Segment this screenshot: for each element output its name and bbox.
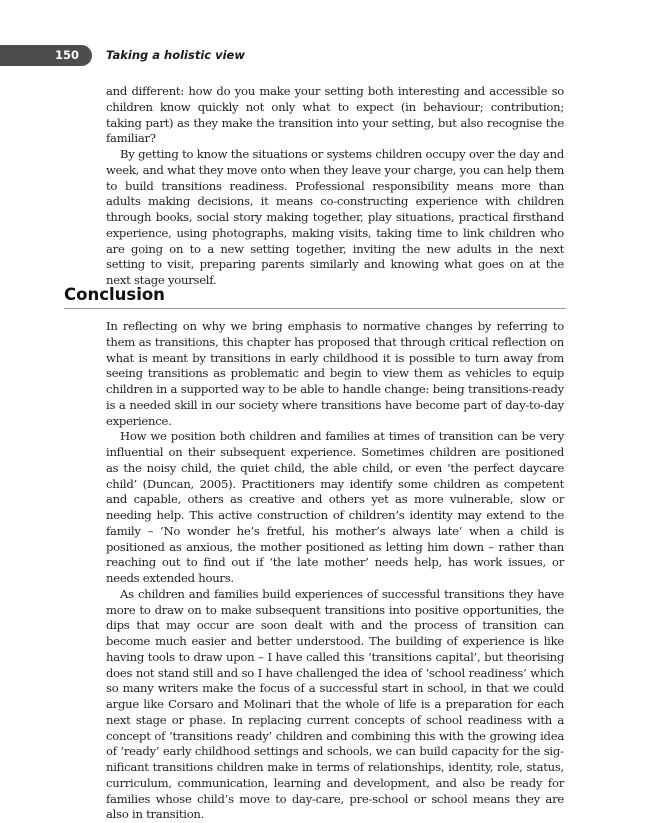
paragraph: and different: how do you make your setting both interesting and accessible so children know quickly not only what to expect (in behaviour; contribution; taking part) as they make the transition into your setting, but also recognise the familiar?	[106, 84, 564, 146]
paragraph: How we position both children and families at times of transition can be very influential on their subsequent experience. Sometimes children are positioned as the noisy child, the quiet child, the able child, or even ‘the perfect daycare child’ (Duncan, 2005). Practitioners may identify some children as competent and capable, others as creative and others yet as more vulnerable, slow or needing help. This active construction of children’s identity may extend to the family – ‘No wonder he’s fretful, his mother’s always late’ when a child is positioned as anxious, the mother positioned as letting him down – rather than reaching out to find out if ‘the late mother’ needs help, has work issues, or needs extended hours.	[106, 429, 564, 585]
paragraph: In reflecting on why we bring emphasis to normative changes by referring to them as transitions, this chapter has proposed that through critical reflection on what is meant by transitions in early childhood it is possible to turn away from seeing transitions as problematic and begin to view them as vehicles to equip children in a supported way to be able to handle change: being transitions-ready is a needed skill in our society where transitions have become part of day-to-day experience.	[106, 319, 564, 428]
heading-divider	[64, 308, 566, 309]
conclusion-text-block	[106, 319, 564, 823]
section-heading-conclusion: Conclusion	[64, 285, 165, 304]
page-number: 150	[54, 48, 79, 62]
page-number-tab	[0, 45, 92, 66]
continued-text-block	[106, 84, 564, 289]
running-title: Taking a holistic view	[106, 48, 245, 62]
paragraph: As children and families build experiences of successful transitions they have more to draw on to make subsequent transitions into positive opportunities, the dips that may occur are soon dealt with and the process of transition can become much easier and better understood. The building of experience is like having tools to draw upon – I have called this ‘transitions capital’, but theorising does not stand still and so I have challenged the idea of ‘school readiness’ which so many writers make the focus of a successful start in school, in that we could argue like Corsaro and Molinari that the whole of life is a preparation for each next stage or phase. In replacing current concepts of school readiness with a concept of ‘transitions ready’ children and combining this with the growing idea of ‘ready’ early childhood settings and schools, we can build capacity for the significant transitions children make in terms of relationships, identity, role, status, curriculum, communication, learning and development, and also be ready for families whose child’s move to day-care, pre-school or school means they are also in transition.	[106, 586, 564, 822]
paragraph: By getting to know the situations or systems children occupy over the day and week, and what they move onto when they leave your charge, you can help them to build transitions readiness. Professional responsibility means more than adults making decisions, it means co-constructing experience with children through books, social story making together, play situations, practical firsthand experience, using photographs, making visits, taking time to link children who are going on to a new setting together, inviting the new adults in the next setting to visit, preparing parents similarly and knowing what goes on at the next stage yourself.	[106, 147, 564, 287]
